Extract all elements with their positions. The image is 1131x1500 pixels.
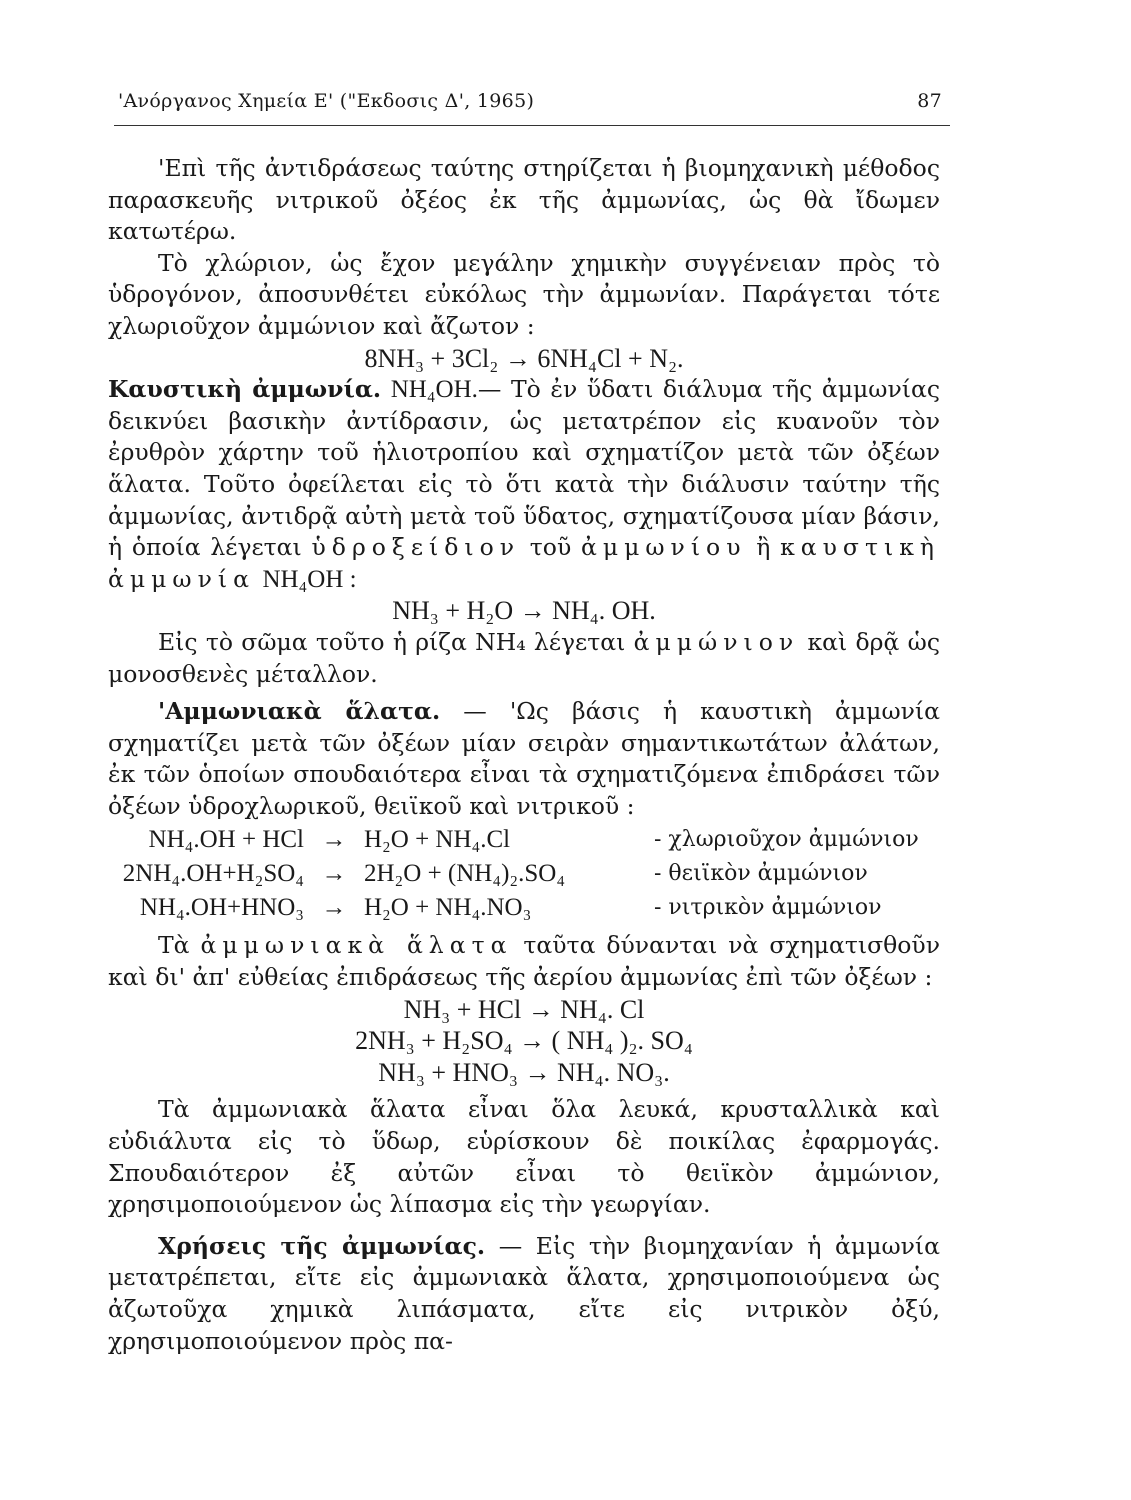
- radical-text-2: καὶ δρᾷ ὡς μονοσθενὲς μέταλλον.: [108, 627, 940, 688]
- page-body: [108, 153, 940, 1357]
- page-number: 87: [917, 90, 942, 112]
- reaction-row: [114, 856, 919, 890]
- paragraph-direct-formation: [108, 930, 940, 993]
- caustic-text-2: τοῦ: [529, 533, 572, 562]
- paragraph-uses: [108, 1231, 940, 1357]
- arrow-icon: →: [321, 893, 347, 921]
- book-title: 'Ανόργανος Χημεία Ε' ("Εκδοσις Δ', 1965): [118, 90, 535, 112]
- reaction-product-name: - νιτρικὸν ἀμμώνιον: [654, 894, 882, 920]
- paragraph-ammonium-salts: [108, 696, 940, 822]
- direct-text-2: ταῦτα δύνανται νὰ σχηματισθοῦν καὶ δι' ἀπ' εὐθείας ἐπιδράσεως τῆς ἀερίου ἀμμωνίας ἐπὶ τῶν ὀξέων :: [108, 931, 940, 992]
- radical-text-1: Εἰς τὸ σῶμα τοῦτο ἡ ρίζα NH₄ λέγεται: [158, 627, 626, 656]
- equation-chlorine: 8NH₃ + 3Cl₂ → 6NH₄Cl + N₂.: [364, 343, 684, 373]
- page-header: [118, 90, 948, 120]
- term-hydroxide: ὑδροξείδιον: [311, 533, 521, 562]
- paragraph-chlorine: Τὸ χλώριον, ὡς ἔχον μεγάλην χημικὴν συγγένειαν πρὸς τὸ ὑδρογόνον, ἀποσυνθέτει εὐκόλως τὴν ἀμμωνίαν. Παράγεται τότε χλωριοῦχον ἀμμώνιον καὶ ἄζωτον :: [108, 248, 940, 340]
- uses-text: — Εἰς τὴν βιομηχανίαν ἡ ἀμμωνία μετατρέπεται, εἴτε εἰς ἀμμωνιακὰ ἅλατα, χρησιμοποιούμενα ὡς ἀζωτοῦχα χημικὰ λιπάσματα, εἴτε εἰς νιτρικὸν ὀξύ, χρησιμοποιούμενον πρὸς πα-: [108, 1231, 940, 1355]
- equation-hcl: NH₃ + HCl → NH₄. Cl: [403, 994, 645, 1024]
- reaction-product-name: - θειϊκὸν ἀμμώνιον: [654, 860, 868, 886]
- reaction-lhs: 2NH₄.OH+H₂SO₄: [122, 859, 304, 887]
- heading-ammonium-salts: 'Αμμωνιακὰ ἅλατα.: [158, 697, 441, 726]
- reaction-rhs: H₂O + NH₄.NO₃: [364, 893, 532, 921]
- paragraph-caustic-ammonia: [108, 374, 940, 595]
- heading-uses: Χρήσεις τῆς ἀμμωνίας.: [158, 1231, 486, 1260]
- term-ammonium-salts: ἀμμωνιακὰ ἅλατα: [200, 931, 513, 960]
- caustic-text-3: ἢ: [756, 533, 771, 562]
- paragraph-salt-properties: Τὰ ἀμμωνιακὰ ἅλατα εἶναι ὅλα λευκά, κρυσταλλικὰ καὶ εὐδιάλυτα εἰς τὸ ὕδωρ, εὑρίσκουν δὲ ποικίλας ἐφαρμογάς. Σπουδαιότερον ἐξ αὐτῶν εἶναι τὸ θειϊκὸν ἀμμώνιον, χρησιμοποιούμενον ὡς λίπασμα εἰς τὴν γεωργίαν.: [108, 1095, 940, 1219]
- formula-nh4oh-2: NH₄OH :: [262, 565, 357, 593]
- formula-nh4oh: NH₄OH.: [390, 376, 478, 404]
- direct-text-1: Τὰ: [158, 931, 190, 960]
- term-caustic-ammonia: καυστικὴ ἀμμωνία: [108, 533, 940, 593]
- reaction-lhs: NH₄.OH + HCl: [148, 825, 304, 853]
- equation-hno3: NH₃ + HNO₃ → NH₄. NO₃.: [378, 1057, 670, 1087]
- reaction-rhs: H₂O + NH₄.Cl: [364, 825, 511, 853]
- heading-caustic-ammonia: Καυστικὴ ἀμμωνία.: [108, 375, 382, 404]
- term-ammonium: ἀμμωνίου: [580, 533, 747, 562]
- header-rule: [114, 125, 950, 126]
- arrow-icon: →: [321, 859, 347, 887]
- caustic-text-1: — Τὸ ἐν ὕδατι διάλυμα τῆς ἀμμωνίας δεικνύει βασικὴν ἀντίδρασιν, ὡς μετατρέπον εἰς κυανοῦν τὸν ἐρυθρὸν χάρτην τοῦ ἡλιοτροπίου καὶ σχηματίζον μετὰ τῶν ὀξέων ἅλατα. Τοῦτο ὀφείλεται εἰς τὸ ὅτι κατὰ τὴν διάλυσιν ταύτην τῆς ἀμμωνίας, ἀντιδρᾷ αὐτὴ μετὰ τοῦ ὕδατος, σχηματίζουσα μίαν βάσιν, ἡ ὁποία λέγεται: [108, 375, 940, 562]
- paragraph-ammonium-radical: [108, 627, 940, 690]
- reaction-row: [114, 822, 919, 856]
- paragraph-industrial-method: 'Επὶ τῆς ἀντιδράσεως ταύτης στηρίζεται ἡ βιομηχανικὴ μέθοδος παρασκευῆς νιτρικοῦ ὀξέος ἐκ τῆς ἀμμωνίας, ὡς θὰ ἴδωμεν κατωτέρω.: [108, 154, 940, 246]
- reaction-lhs: NH₄.OH+HNO₃: [139, 893, 304, 921]
- arrow-icon: →: [321, 825, 347, 853]
- term-ammonium-radical: ἀμμώνιον: [633, 627, 800, 656]
- reactions-table: [114, 822, 919, 924]
- reaction-rhs: 2H₂O + (NH₄)₂.SO₄: [364, 859, 566, 887]
- equation-ammonia-water: NH₃ + H₂O → NH₄. OH.: [392, 596, 656, 626]
- reaction-row: [114, 890, 919, 924]
- reaction-product-name: - χλωριοῦχον ἀμμώνιον: [654, 826, 919, 852]
- equation-h2so4: 2NH₃ + H₂SO₄ → ( NH₄ )₂. SO₄: [355, 1026, 693, 1056]
- salts-text: — 'Ως βάσις ἡ καυστικὴ ἀμμωνία σχηματίζει μετὰ τῶν ὀξέων μίαν σειρὰν σημαντικωτάτων ἀλάτων, ἐκ τῶν ὁποίων σπουδαιότερα εἶναι τὰ σχηματιζόμενα ἐπιδράσει τῶν ὀξέων ὑδροχλωρικοῦ, θειϊκοῦ καὶ νιτρικοῦ :: [108, 697, 940, 820]
